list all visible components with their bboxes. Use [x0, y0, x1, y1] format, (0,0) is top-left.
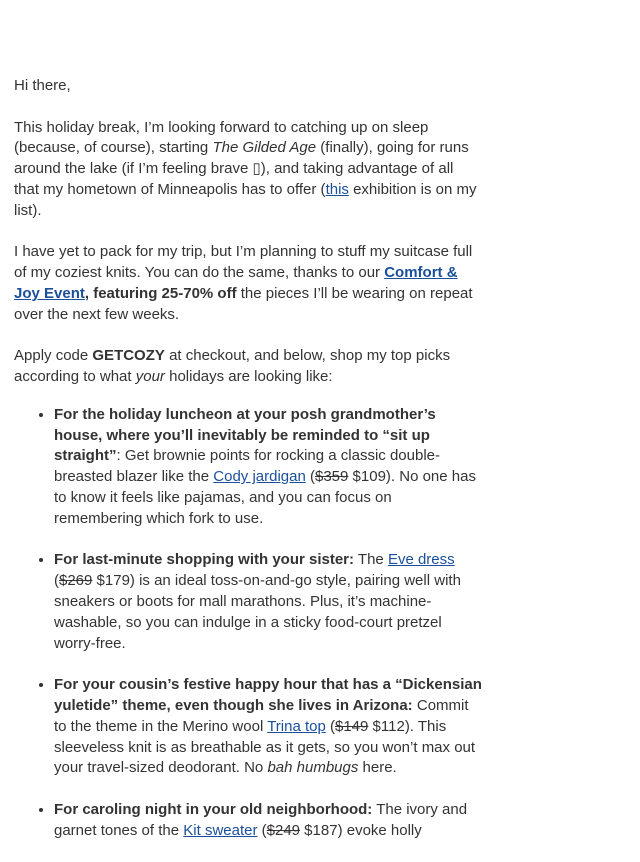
original-price: $249	[266, 821, 301, 839]
pick-heading: For last-minute shopping with your sister:	[54, 551, 355, 569]
pick-text: ) is an ideal toss-on-and-go style, pairing well with sneakers or boots for mall marathons. Plus, it’s machine-washable, so you can indulge in a sticky food-court pretzel worry-free.	[54, 572, 461, 652]
pick-text: The ivory and garnet tones of the	[54, 800, 468, 839]
promo-text-2: at checkout, and below, shop my top picks according to what	[14, 347, 451, 386]
promo-text-3: holidays are looking like:	[164, 368, 333, 386]
list-item	[54, 405, 482, 530]
book-title: The Gilded Age	[212, 139, 317, 157]
discount-text: , featuring 25-70% off	[84, 284, 237, 302]
packing-text-1: I have yet to pack for my trip, but I’m planning to stuff my suitcase full of my coziest knits. You can do the same, thanks to our	[14, 243, 473, 282]
list-item	[54, 675, 482, 779]
comfort-joy-event-link[interactable]: Comfort & Joy Event	[14, 264, 458, 302]
pick-text: The	[354, 551, 388, 569]
exhibition-link[interactable]: this	[325, 180, 349, 198]
pick-text: ). No one has to know it feels like pajamas, and you can focus on remembering which fork to use.	[54, 468, 476, 527]
packing-text-2: the pieces I’ll be wearing on repeat over the next few weeks.	[14, 284, 473, 323]
product-link-kit-sweater[interactable]: Kit sweater	[183, 821, 258, 839]
greeting: Hi there,	[14, 77, 71, 94]
paren-open: (	[54, 572, 59, 590]
product-link-eve-dress[interactable]: Eve dress	[387, 551, 455, 569]
promo-text-1: Apply code	[14, 347, 93, 365]
sale-price: $109	[348, 468, 386, 486]
intro-text-1: This holiday break, I’m looking forward to catching up on sleep (because, of course), starting	[14, 118, 429, 157]
packing-paragraph	[14, 242, 482, 325]
promo-code-paragraph	[14, 346, 482, 388]
email-body	[14, 76, 482, 862]
promo-code: GETCOZY	[92, 347, 165, 365]
pick-text: ). This sleeveless knit is as breathable as it gets, so you won’t max out your travel-sized deodorant. No	[54, 717, 476, 777]
product-link-cody-jardigan[interactable]: Cody jardigan	[213, 468, 306, 486]
sale-price: $112	[368, 717, 405, 735]
sale-price: $187	[300, 821, 338, 839]
pick-text: : Get brownie points for rocking a classic double-breasted blazer like the	[54, 447, 441, 486]
original-price: $359	[315, 468, 349, 486]
pick-text: Commit to the theme in the Merino wool	[54, 696, 469, 735]
pick-text: ) evoke holly	[337, 821, 422, 839]
missing-emoji-glyph: ▯	[252, 160, 261, 178]
list-item	[54, 800, 482, 842]
top-picks-list	[14, 405, 482, 842]
emphasis-your: your	[135, 368, 165, 386]
product-link-trina-top[interactable]: Trina top	[267, 717, 326, 735]
intro-text-4: exhibition is on my list).	[14, 180, 477, 219]
emphasis-bah-humbugs: bah humbugs	[267, 759, 359, 777]
sale-price: $179	[92, 572, 130, 590]
list-item	[54, 550, 482, 654]
pick-heading: For the holiday luncheon at your posh grandmother’s house, where you’ll inevitably be reminded to “sit up straight”	[54, 405, 436, 465]
pick-heading: For caroling night in your old neighborhood:	[54, 800, 373, 818]
original-price: $149	[335, 717, 369, 735]
intro-paragraph	[14, 118, 482, 222]
paren-open: (	[257, 821, 267, 839]
pick-heading: For your cousin’s festive happy hour that has a “Dickensian yuletide” theme, even though she lives in Arizona:	[54, 676, 482, 714]
pick-text: here.	[358, 759, 397, 777]
paren-open: (	[325, 717, 335, 735]
intro-text-3: ), and taking advantage of all that my hometown of Minneapolis has to offer (	[14, 160, 454, 198]
original-price: $269	[59, 572, 93, 590]
paren-open: (	[305, 468, 315, 486]
intro-text-2: (finally), going for runs around the lake (if I’m feeling brave	[14, 139, 469, 178]
